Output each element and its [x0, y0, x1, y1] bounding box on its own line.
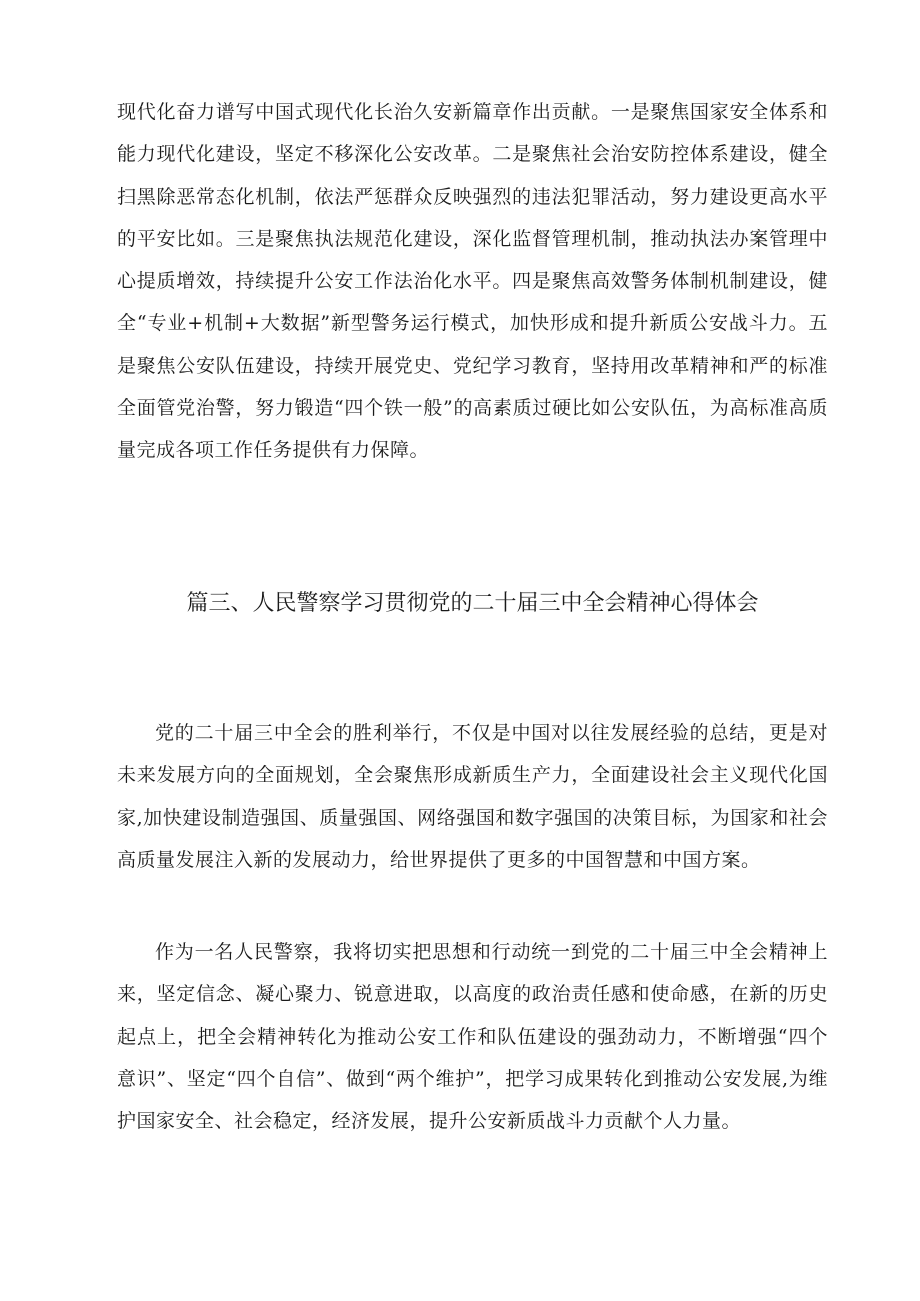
continued-paragraph: 现代化奋力谱写中国式现代化长治久安新篇章作出贡献。一是聚焦国家安全体系和能力现代化建设，坚定不移深化公安改革。二是聚焦社会治安防控体系建设，健全扫黑除恶常态化机制，依法严惩群众反映强烈的违法犯罪活动，努力建设更高水平的平安比如。三是聚焦执法规范化建设，深化监督管理机制，推动执法办案管理中心提质增效，持续提升公安工作法治化水平。四是聚焦高效警务体制机制建设，健全“专业+机制+大数据”新型警务运行模式，加快形成和提升新质公安战斗力。五是聚焦公安队伍建设，持续开展党史、党纪学习教育，坚持用改革精神和严的标准全面管党治警，努力锻造“四个铁一般”的高素质过硬比如公安队伍，为高标准高质量完成各项工作任务提供有力保障。 [117, 101, 828, 462]
body-paragraph: 党的二十届三中全会的胜利举行，不仅是中国对以往发展经验的总结，更是对未来发展方向的全面规划，全会聚焦形成新质生产力，全面建设社会主义现代化国家,加快建设制造强国、质量强国、网络强国和数字强国的决策目标，为国家和社会高质量发展注入新的发展动力，给世界提供了更多的中国智慧和中国方案。 [117, 722, 828, 871]
section-title: 篇三、人民警察学习贯彻党的二十届三中全会精神心得体会 [186, 591, 759, 616]
body-paragraph: 作为一名人民警察，我将切实把思想和行动统一到党的二十届三中全会精神上来，坚定信念、凝心聚力、锐意进取，以高度的政治责任感和使命感，在新的历史起点上，把全会精神转化为推动公安工作和队伍建设的强劲动力，不断增强“四个意识”、坚定“四个自信”、做到“两个维护”，把学习成果转化到推动公安发展,为维护国家安全、社会稳定，经济发展，提升公安新质战斗力贡献个人力量。 [117, 941, 828, 1133]
